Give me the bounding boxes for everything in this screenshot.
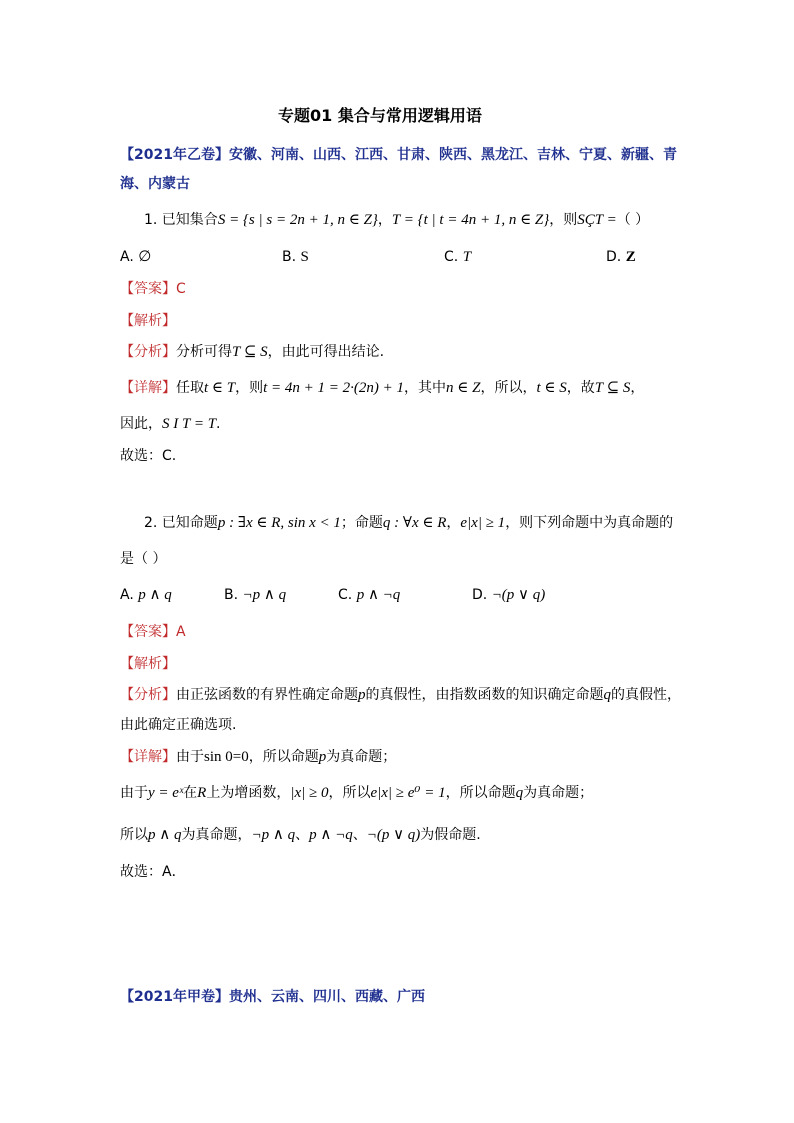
option-label: A. (120, 587, 134, 603)
section-regions: 贵州、云南、四川、西藏、广西 (228, 989, 425, 1005)
q1-option-b (282, 247, 309, 267)
option-value: ¬p ∧ q (242, 587, 287, 603)
detail-text: 由于 (120, 785, 148, 801)
q1-answer (120, 279, 186, 299)
option-label: C. (444, 249, 459, 265)
q1-analysis-tag: 【解析】 (120, 313, 176, 329)
detail-text: ，故 (566, 380, 595, 396)
detail-text: ，所以 (328, 785, 371, 801)
q1-option-c (444, 247, 471, 267)
option-label: C. (338, 587, 353, 603)
option-label: B. (282, 249, 297, 265)
detail-tag: 【详解】 (120, 749, 176, 765)
detail-math: p ∧ ¬q (309, 827, 353, 843)
q1-set-s: S = {s | s = 2n + 1, n ∈ Z} (217, 212, 378, 228)
option-value: p ∧ q (138, 587, 172, 603)
q1-sep: ， (377, 212, 392, 228)
detail-text: 任取 (176, 380, 204, 396)
q2-q-ineq: e|x| ≥ 1 (460, 515, 506, 531)
detail-text: 由于 (176, 749, 204, 765)
q2-detail-3 (120, 825, 481, 845)
answer-value: A (176, 624, 186, 640)
q2-fenxi-cont: 由此确定正确选项. (120, 717, 237, 733)
detail-math: ¬p ∧ q (251, 827, 296, 843)
detail-math: t ∈ S (536, 380, 567, 396)
q1-expr: SÇT = (577, 212, 617, 228)
q2-p-def: p : ∃x ∈ R, sin x < 1 (217, 515, 341, 531)
q2-fenxi (120, 685, 681, 705)
detail-text: 上为增函数， (206, 785, 291, 801)
option-label: D. (472, 587, 488, 603)
fenxi-text: 分析可得 (176, 344, 232, 360)
fenxi-text: 的真假性， (611, 687, 681, 703)
option-label: B. (224, 587, 239, 603)
detail-math: y = eˣ (148, 785, 184, 801)
detail-math: t = 4n + 1 = 2·(2n) + 1 (263, 380, 405, 396)
q1-thus (120, 414, 220, 434)
section-regions: 安徽、河南、山西、江西、甘肃、陕西、黑龙江、吉林、宁夏、新疆、青 (228, 147, 677, 163)
answer-tag: 【答案】 (120, 624, 176, 640)
section-regions-cont: 海、内蒙古 (120, 176, 190, 192)
detail-math: p ∧ q (148, 827, 182, 843)
detail-math: T ⊆ S (594, 380, 631, 396)
q2-answer (120, 622, 186, 642)
fenxi-text: 的真假性，由指数函数的知识确定命题 (365, 687, 604, 703)
q2-stem-cont: 是（ ） (120, 551, 167, 567)
fenxi-text: ，由此可得出结论. (267, 344, 385, 360)
option-value: Z (625, 249, 636, 265)
q1-paren: （ ） (616, 212, 650, 228)
section-tag: 【2021年甲卷】 (120, 989, 229, 1005)
q1-option-a (120, 247, 151, 267)
q2-option-c (338, 585, 400, 605)
q2-stem-prefix: 2. 已知命题 (144, 515, 218, 531)
detail-math: R (197, 785, 207, 801)
q2-option-a (120, 585, 172, 605)
detail-text: ， (630, 380, 645, 396)
q2-analysis-tag: 【解析】 (120, 656, 176, 672)
detail-text: 在 (183, 785, 198, 801)
detail-text: 、 (352, 827, 367, 843)
detail-text: ，所以， (480, 380, 537, 396)
detail-text: 为真命题； (326, 749, 397, 765)
answer-value: C (176, 281, 186, 297)
page-title: 专题01 集合与常用逻辑用语 (278, 106, 482, 125)
option-label: D. (606, 249, 622, 265)
option-value: ¬(p ∨ q) (491, 587, 546, 603)
q2-option-d (472, 585, 545, 605)
q2-choose: 故选：A． (120, 864, 186, 880)
option-value: T (462, 249, 472, 265)
q1-fenxi (120, 342, 384, 362)
detail-math: ¬(p ∨ q) (366, 827, 421, 843)
fenxi-tag: 【分析】 (120, 687, 176, 703)
q1-choose: 故选：C. (120, 448, 177, 464)
thus-text: 因此， (120, 416, 162, 432)
q2-stem (144, 513, 673, 533)
fenxi-text: 由正弦函数的有界性确定命题 (176, 687, 358, 703)
detail-text: 为假命题. (420, 827, 481, 843)
detail-text: ，所以命题 (248, 749, 319, 765)
detail-text: 为真命题； (523, 785, 594, 801)
fenxi-math: q (603, 687, 611, 703)
fenxi-tag: 【分析】 (120, 344, 176, 360)
fenxi-math: p (358, 687, 366, 703)
q1-set-t: T = {t | t = 4n + 1, n ∈ Z} (391, 212, 550, 228)
q1-stem (144, 210, 649, 230)
q2-stem-text: ；命题 (340, 515, 383, 531)
q2-detail-1 (120, 747, 396, 767)
detail-text: ，则 (235, 380, 264, 396)
detail-text: ，其中 (404, 380, 447, 396)
detail-text: 所以 (120, 827, 148, 843)
detail-tag: 【详解】 (120, 380, 176, 396)
q1-detail (120, 378, 644, 398)
q1-option-d (606, 247, 636, 267)
detail-text: 为真命题， (181, 827, 252, 843)
q2-stem-text: ，则下列命题中为真命题的 (505, 515, 674, 531)
fenxi-math: T ⊆ S (232, 344, 268, 360)
detail-math: t ∈ T (204, 380, 236, 396)
detail-text: ，所以命题 (445, 785, 516, 801)
option-value: p ∧ ¬q (356, 587, 401, 603)
q2-detail-2 (120, 783, 593, 803)
option-value: S (300, 249, 309, 265)
q2-stem-text: ， (446, 515, 461, 531)
detail-math: sin 0=0 (204, 749, 249, 765)
q2-q-def: q : ∀x ∈ R (382, 515, 447, 531)
q2-option-b (224, 585, 286, 605)
detail-text: 、 (295, 827, 310, 843)
detail-math: |x| ≥ 0 (290, 785, 329, 801)
thus-math: S I T = T (162, 416, 217, 432)
section-header-jia (120, 987, 425, 1007)
detail-math: q (515, 785, 524, 801)
q1-stem-suffix: ，则 (549, 212, 578, 228)
q1-stem-prefix: 1. 已知集合 (144, 212, 218, 228)
answer-tag: 【答案】 (120, 281, 176, 297)
section-header-yi (120, 145, 677, 165)
detail-math: p (318, 749, 327, 765)
option-value: ∅ (138, 249, 152, 265)
detail-math: n ∈ Z (446, 380, 481, 396)
detail-math: e|x| ≥ e⁰ = 1 (370, 785, 446, 801)
section-tag: 【2021年乙卷】 (120, 147, 229, 163)
option-label: A. (120, 249, 134, 265)
thus-end: . (216, 416, 221, 432)
